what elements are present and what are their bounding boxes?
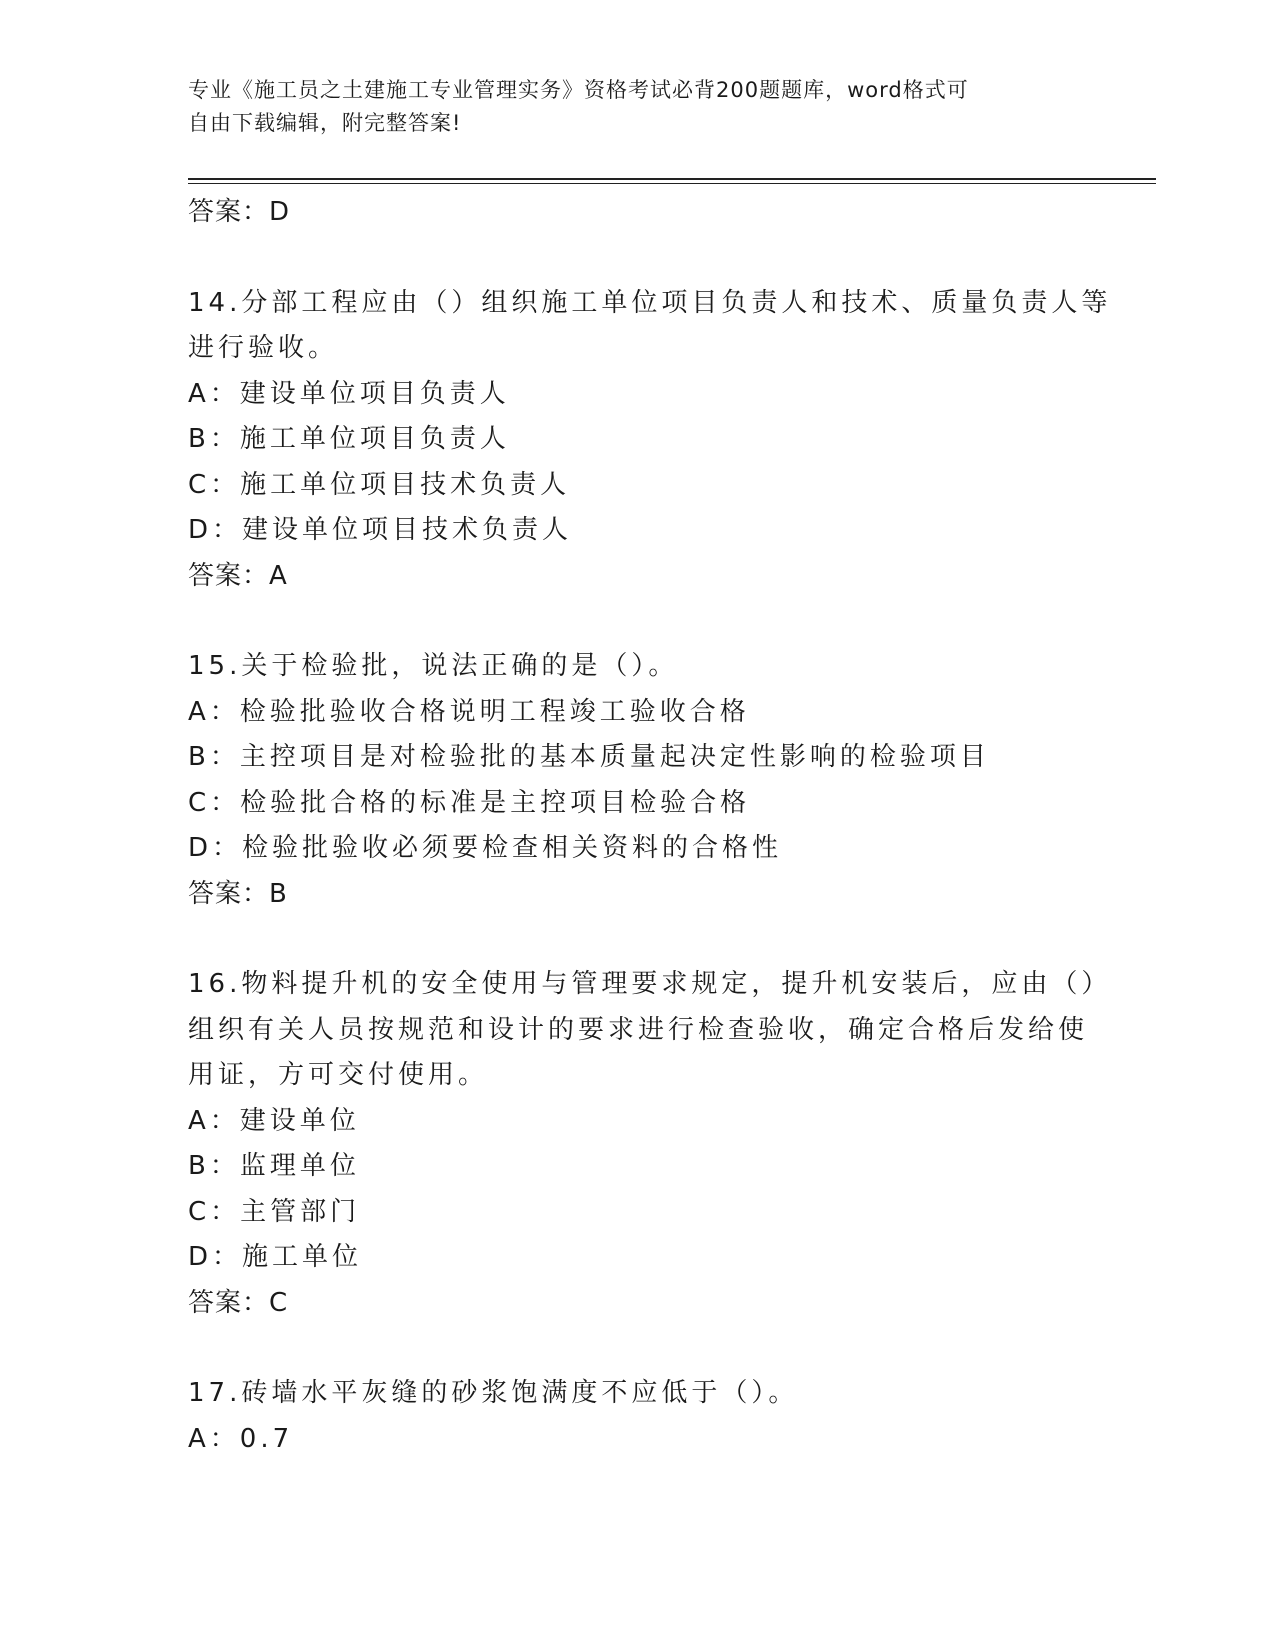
question-stem-line: 15.关于检验批，说法正确的是（）。 — [188, 651, 679, 681]
question-stem-line: 16.物料提升机的安全使用与管理要求规定，提升机安装后，应由（） — [188, 969, 1112, 999]
option-d: D：施工单位 — [188, 1242, 363, 1272]
question-stem-line: 用证，方可交付使用。 — [188, 1060, 489, 1090]
answer: 答案：B — [188, 878, 288, 909]
option-a: A：检验批验收合格说明工程竣工验收合格 — [188, 696, 750, 727]
header-divider — [188, 178, 1156, 184]
option-a: A：建设单位 — [188, 1105, 360, 1136]
answer: 答案：A — [188, 560, 288, 591]
option-c: C：检验批合格的标准是主控项目检验合格 — [188, 787, 751, 818]
question-stem-line: 14.分部工程应由（）组织施工单位项目负责人和技术、质量负责人等 — [188, 287, 1112, 318]
question-list — [188, 190, 1112, 1462]
option-b: B：主控项目是对检验批的基本质量起决定性影响的检验项目 — [188, 742, 990, 772]
option-d: D：建设单位项目技术负责人 — [188, 515, 573, 545]
question-17 — [188, 1371, 1088, 1462]
question-stem-line: 组织有关人员按规范和设计的要求进行检查验收，确定合格后发给使 — [188, 1014, 1089, 1045]
option-a: A：建设单位项目负责人 — [188, 378, 510, 409]
header-line-2: 自由下载编辑，附完整答案! — [188, 111, 462, 135]
header-line-1: 专业《施工员之土建施工专业管理实务》资格考试必背200题题库，word格式可 — [188, 78, 969, 102]
question-stem-line: 进行验收。 — [188, 333, 339, 363]
option-b: B：施工单位项目负责人 — [188, 424, 510, 454]
option-a: A：0.7 — [188, 1423, 294, 1454]
question-16 — [188, 962, 1112, 1326]
question-15 — [188, 644, 1088, 917]
answer: 答案：C — [188, 1287, 289, 1318]
option-c: C：施工单位项目技术负责人 — [188, 469, 571, 500]
option-c: C：主管部门 — [188, 1196, 361, 1227]
question-14 — [188, 281, 1112, 600]
option-b: B：监理单位 — [188, 1151, 360, 1181]
previous-answer: 答案：D — [188, 197, 291, 227]
page-header — [188, 74, 1068, 140]
option-d: D：检验批验收必须要检查相关资料的合格性 — [188, 833, 783, 863]
question-stem-line: 17.砖墙水平灰缝的砂浆饱满度不应低于（）。 — [188, 1378, 799, 1408]
